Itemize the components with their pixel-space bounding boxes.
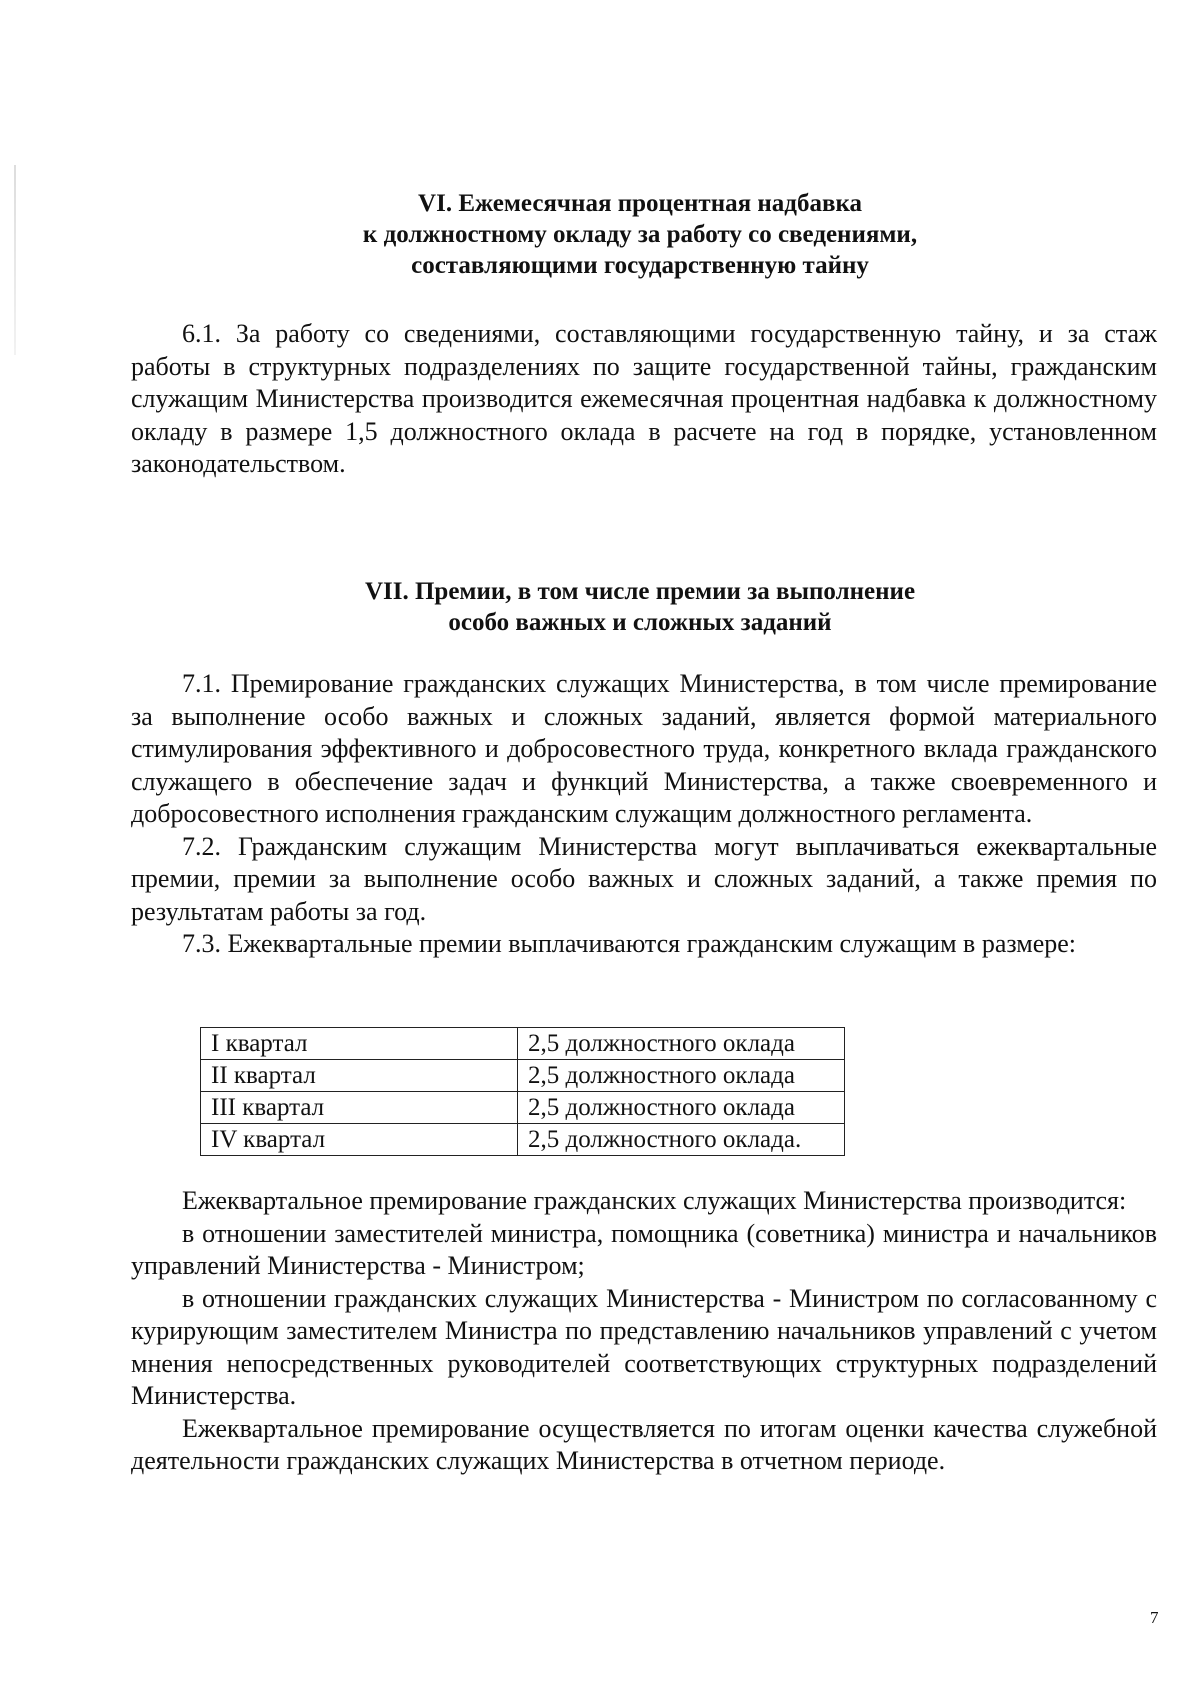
table-cell-quarter: II квартал: [201, 1060, 518, 1092]
table-row: [201, 1092, 845, 1124]
paragraph-deputies: в отношении заместителей министра, помощника (советника) министра и начальников управлений Министерства - Министром;: [131, 1218, 1157, 1280]
paragraph-7-3: 7.3. Ежеквартальные премии выплачиваются гражданским служащим в размере:: [182, 929, 1077, 958]
table-cell-amount: 2,5 должностного оклада.: [518, 1124, 845, 1156]
paragraph-7-2: 7.2. Гражданским служащим Министерства могут выплачиваться ежеквартальные премии, премии за выполнение особо важных и сложных заданий, а также премия по результатам работы за год.: [131, 831, 1157, 926]
table-cell-amount: 2,5 должностного оклада: [518, 1028, 845, 1060]
heading-line: VI. Ежемесячная процентная надбавка: [418, 190, 862, 217]
table-cell-quarter: I квартал: [201, 1028, 518, 1060]
section-7-heading: [130, 576, 1150, 638]
table-cell-quarter: IV квартал: [201, 1124, 518, 1156]
heading-line: к должностному окладу за работу со сведениями,: [362, 221, 918, 248]
page-number: 7: [1150, 1608, 1159, 1627]
table-row: [201, 1060, 845, 1092]
section-7-body: [131, 668, 1157, 961]
heading-line: особо важных и сложных заданий: [448, 609, 832, 636]
section-6-heading: [130, 188, 1150, 281]
section-7-continued: [131, 1185, 1157, 1478]
section-6-body: [131, 318, 1157, 481]
heading-line: составляющими государственную тайну: [411, 252, 869, 279]
scan-edge-mark: [14, 165, 16, 355]
table-cell-amount: 2,5 должностного оклада: [518, 1092, 845, 1124]
table-cell-quarter: III квартал: [201, 1092, 518, 1124]
heading-line: VII. Премии, в том числе премии за выполнение: [364, 578, 916, 605]
paragraph-civil-servants: в отношении гражданских служащих Министерства - Министром по согласованному с курирующим заместителем Министра по представлению начальников управлений с учетом мнения непосредственных руководителей соответствующих структурных подразделений Министерства.: [131, 1283, 1157, 1410]
paragraph-evaluation: Ежеквартальное премирование осуществляется по итогам оценки качества служебной деятельности гражданских служащих Министерства в отчетном периоде.: [131, 1413, 1157, 1475]
table-row: [201, 1124, 845, 1156]
table-cell-amount: 2,5 должностного оклада: [518, 1060, 845, 1092]
paragraph-7-1: 7.1. Премирование гражданских служащих Министерства, в том числе премирование за выполнение особо важных и сложных заданий, является формой материального стимулирования эффективного и добросовестного труда, конкретного вклада гражданского служащего в обеспечение задач и функций Министерства, а также своевременного и добросовестного исполнения гражданским служащим должностного регламента.: [131, 669, 1157, 828]
quarterly-bonus-table: [200, 1027, 845, 1156]
paragraph-6-1: 6.1. За работу со сведениями, составляющими государственную тайну, и за стаж работы в структурных подразделениях по защите государственной тайны, гражданским служащим Министерства производится ежемесячная процентная надбавка к должностному окладу в размере 1,5 должностного оклада в расчете на год в порядке, установленном законодательством.: [131, 319, 1157, 478]
paragraph-quarterly-intro: Ежеквартальное премирование гражданских служащих Министерства производится:: [182, 1186, 1127, 1215]
table-row: [201, 1028, 845, 1060]
